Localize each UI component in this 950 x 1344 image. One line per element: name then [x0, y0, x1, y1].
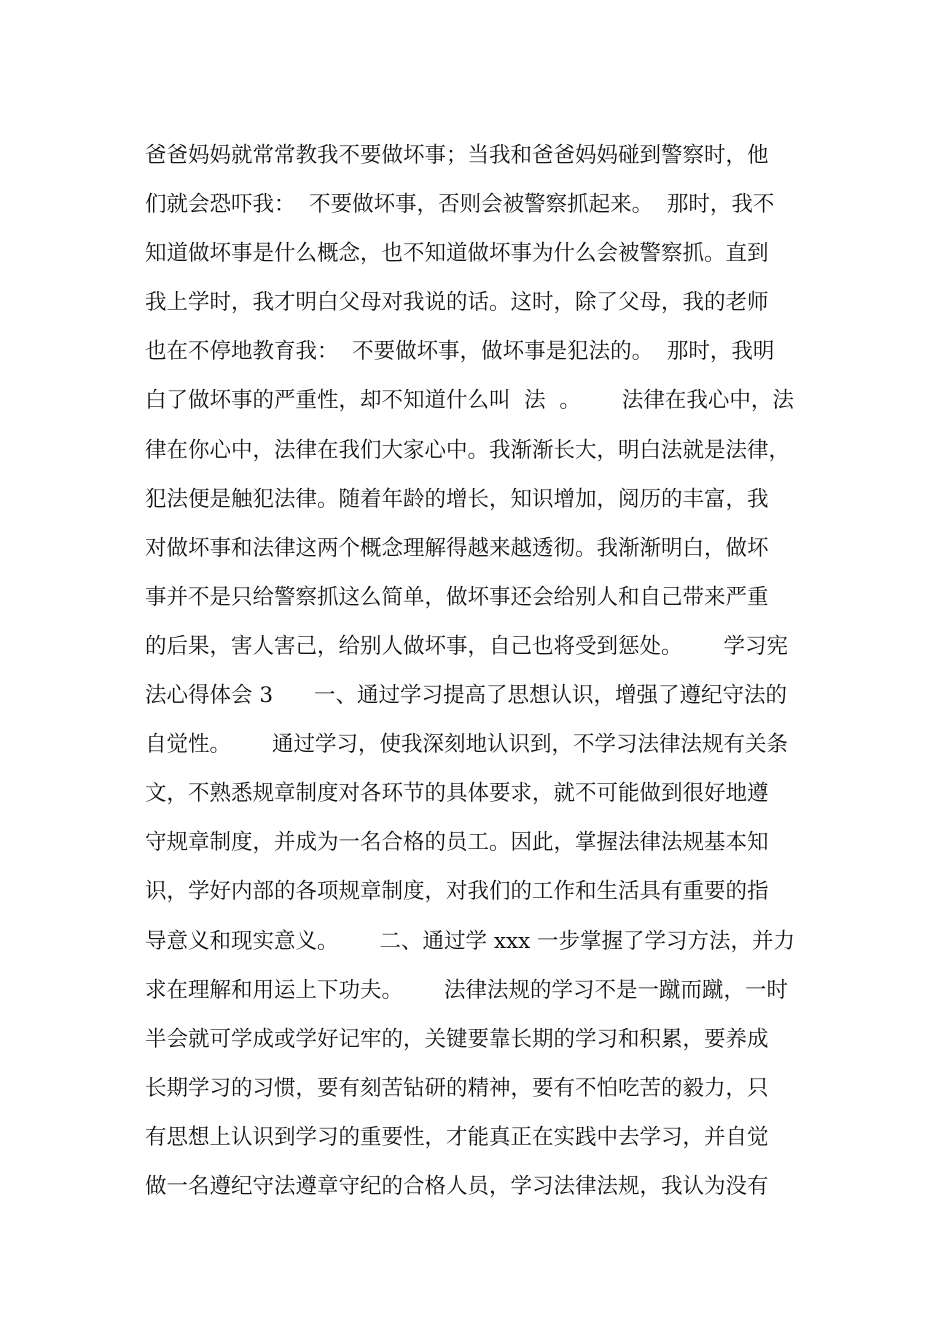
text-line: 的后果，害人害己，给别人做坏事，自己也将受到惩处。 学习宪 [145, 633, 789, 659]
text-line: 爸爸妈妈就常常教我不要做坏事；当我和爸爸妈妈碰到警察时，他 [145, 143, 769, 168]
text-line: 守规章制度，并成为一名合格的员工。因此，掌握法律法规基本知 [145, 830, 769, 856]
text-line: 自觉性。 通过学习，使我深刻地认识到，不学习法律法规有关条 [145, 732, 789, 758]
text-line: 对做坏事和法律这两个概念理解得越来越透彻。我渐渐明白，做坏 [145, 535, 769, 561]
text-line: 白了做坏事的严重性，却不知道什么叫 法 。 法律在我心中，法 [145, 388, 794, 414]
text-line: 我上学时，我才明白父母对我说的话。这时，除了父母，我的老师 [145, 290, 769, 316]
text-line: 长期学习的习惯，要有刻苦钻研的精神，要有不怕吃苦的毅力，只 [145, 1075, 769, 1101]
text-line: 半会就可学成或学好记牢的，关键要靠长期的学习和积累，要养成 [145, 1026, 769, 1052]
text-line: 们就会恐吓我： 不要做坏事，否则会被警察抓起来。 那时，我不 [145, 192, 775, 218]
text-line: 事并不是只给警察抓这么简单，做坏事还会给别人和自己带来严重 [145, 584, 769, 610]
text-line: 也在不停地教育我： 不要做坏事，做坏事是犯法的。 那时，我明 [145, 339, 775, 365]
text-line: 有思想上认识到学习的重要性，才能真正在实践中去学习，并自觉 [145, 1124, 769, 1150]
text-line: 文，不熟悉规章制度对各环节的具体要求，就不可能做到很好地遵 [145, 781, 769, 807]
text-line: 律在你心中，法律在我们大家心中。我渐渐长大，明白法就是法律， [145, 437, 791, 463]
text-line: 法心得体会 3 一、通过学习提高了思想认识，增强了遵纪守法的 [145, 683, 788, 709]
text-line: 犯法便是触犯法律。随着年龄的增长，知识增加，阅历的丰富，我 [145, 486, 769, 512]
body-text [145, 131, 825, 1211]
text-line: 知道做坏事是什么概念，也不知道做坏事为什么会被警察抓。直到 [145, 241, 769, 267]
text-line: 识，学好内部的各项规章制度，对我们的工作和生活具有重要的指 [145, 879, 769, 905]
text-line: 求在理解和用运上下功夫。 法律法规的学习不是一蹴而蹴，一时 [145, 977, 789, 1003]
text-line: 导意义和现实意义。 二、通过学 xxx 一步掌握了学习方法，并力 [145, 928, 796, 954]
text-line: 做一名遵纪守法遵章守纪的合格人员，学习法律法规，我认为没有 [145, 1173, 769, 1199]
